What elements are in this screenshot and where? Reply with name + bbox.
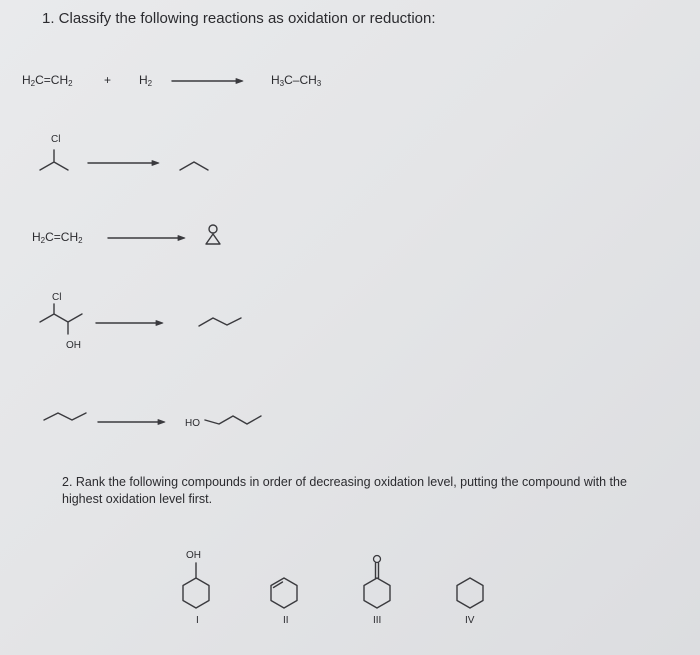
reaction-1-arrow-icon: [172, 79, 243, 84]
reaction-1-plus-sign: +: [104, 73, 112, 87]
reaction-4-arrow-icon: [96, 321, 163, 326]
compound-label-i: I: [196, 615, 199, 626]
reaction-1-reactant-hydrogen: $H_2$: [139, 73, 153, 88]
compound-3-cyclohexanone: [364, 556, 390, 609]
compound-label-iv: IV: [465, 615, 475, 626]
compound-4-cyclohexane: [457, 578, 483, 608]
reaction-5-arrow-icon: [98, 420, 165, 425]
reaction-3-reactant-ethene: $H_2C=CH_2$: [32, 230, 83, 245]
reaction-4-butene-skeleton: [199, 318, 241, 326]
compound-1-hydroxyl-label: OH: [186, 550, 201, 561]
reaction-3-arrow-icon: [108, 236, 185, 241]
reaction-5-butane-skeleton: [44, 413, 86, 420]
reaction-1-reactant-ethene: $H_2C=CH_2$: [22, 73, 73, 88]
reaction-1-product-ethane: $H_3C-CH_3$: [271, 73, 322, 88]
question-2-text: 2. Rank the following compounds in order of decreasing oxidation level, putting the compound with the highest oxidation level first.: [62, 475, 627, 506]
compound-label-iii: III: [373, 615, 382, 626]
reaction-3-epoxide-ring: [206, 225, 220, 244]
reaction-2-propene-skeleton: [180, 162, 208, 170]
reaction-4-chlorine-label: Cl: [52, 292, 62, 303]
question-1-title: 1. Classify the following reactions as oxidation or reduction:: [42, 10, 436, 27]
reaction-4-hydroxyl-label: OH: [66, 340, 81, 351]
compound-2-cyclohexene: [271, 578, 297, 608]
reaction-5-hydroxyl-label: HO: [185, 418, 200, 429]
reaction-4-chlorohydrin-skeleton: [40, 304, 82, 334]
compound-1-cyclohexanol: [183, 563, 209, 608]
reaction-2-chlorine-label: Cl: [51, 134, 61, 145]
reaction-2-chloropropane-skeleton: [40, 150, 68, 170]
compound-label-ii: II: [283, 615, 289, 626]
reaction-2-arrow-icon: [88, 161, 159, 166]
reaction-5-butanol-skeleton: [205, 416, 261, 424]
